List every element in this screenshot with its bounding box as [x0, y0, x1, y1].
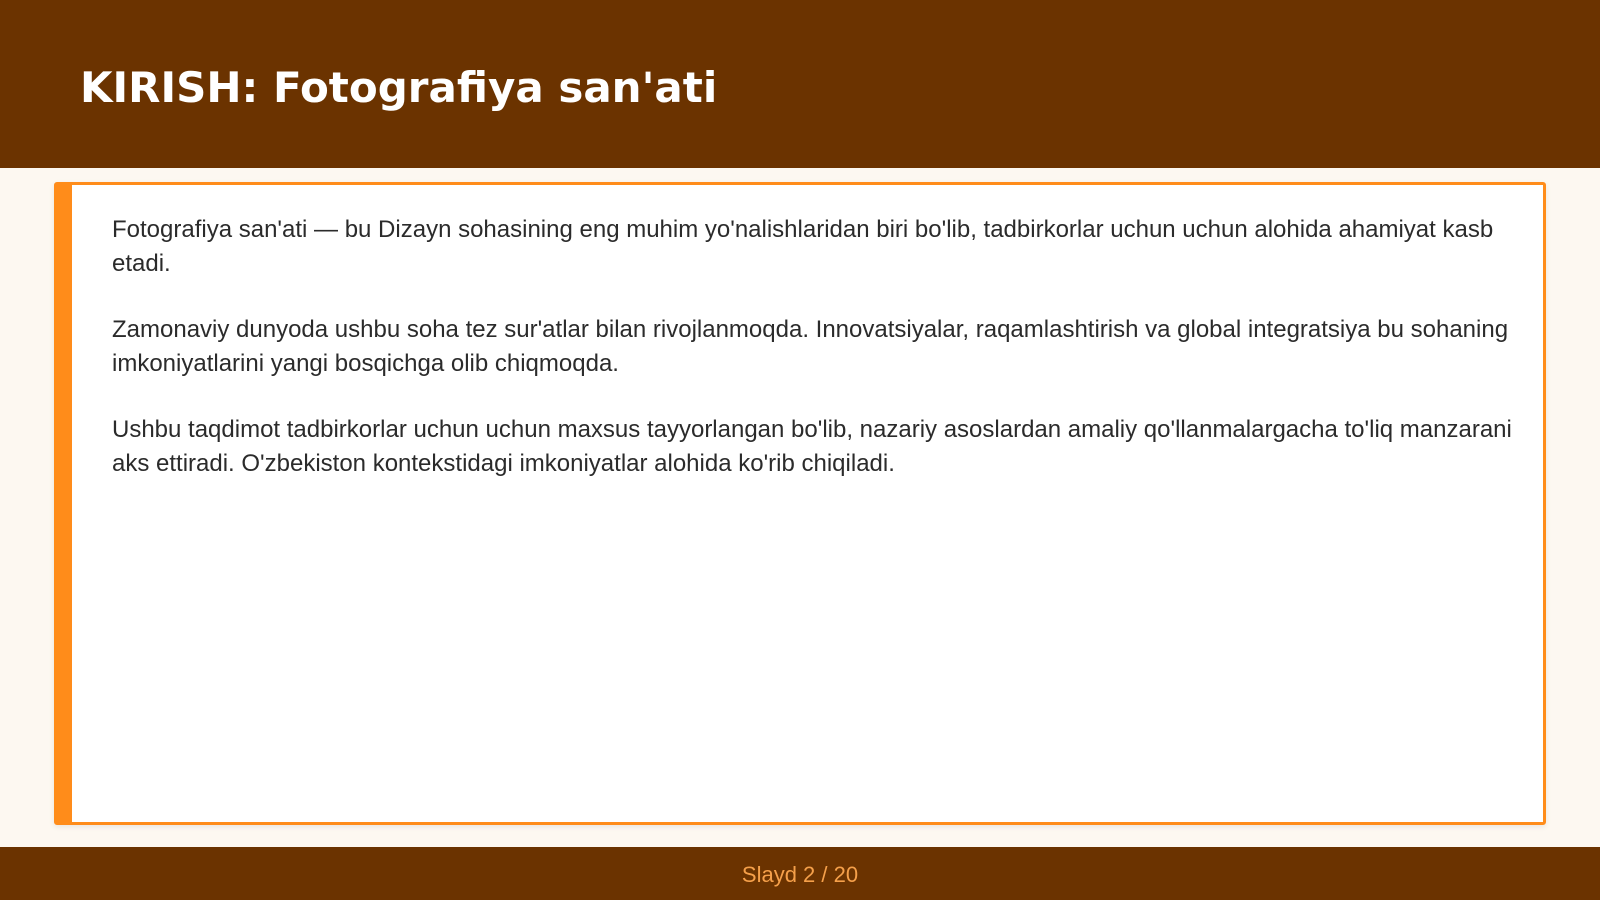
- slide-footer: [0, 847, 1600, 900]
- slide-counter: Slayd 2 / 20: [741, 862, 859, 887]
- paragraph-intro: Fotografiya san'ati — bu Dizayn sohasining eng muhim yo'nalishlaridan biri bo'lib, tadbirkorlar uchun uchun alohida ahamiyat kasb etadi.: [112, 216, 1494, 277]
- paragraph-presentation-purpose: Ushbu taqdimot tadbirkorlar uchun uchun maxsus tayyorlangan bo'lib, nazariy asoslardan amaliy qo'llanmalargacha to'liq manzarani aks ettiradi. O'zbekiston kontekstidagi imkoniyatlar alohida ko'rib chiqiladi.: [112, 416, 1512, 477]
- slide-header: [0, 0, 1600, 168]
- content-text: [112, 213, 1512, 513]
- content-card: [54, 182, 1546, 825]
- paragraph-modern-world: Zamonaviy dunyoda ushbu soha tez sur'atlar bilan rivojlanmoqda. Innovatsiyalar, raqamlashtirish va global integratsiya bu sohaning imkoniyatlarini yangi bosqichga olib chiqmoqda.: [112, 316, 1509, 377]
- slide-title: KIRISH: Fotografiya san'ati: [80, 63, 718, 112]
